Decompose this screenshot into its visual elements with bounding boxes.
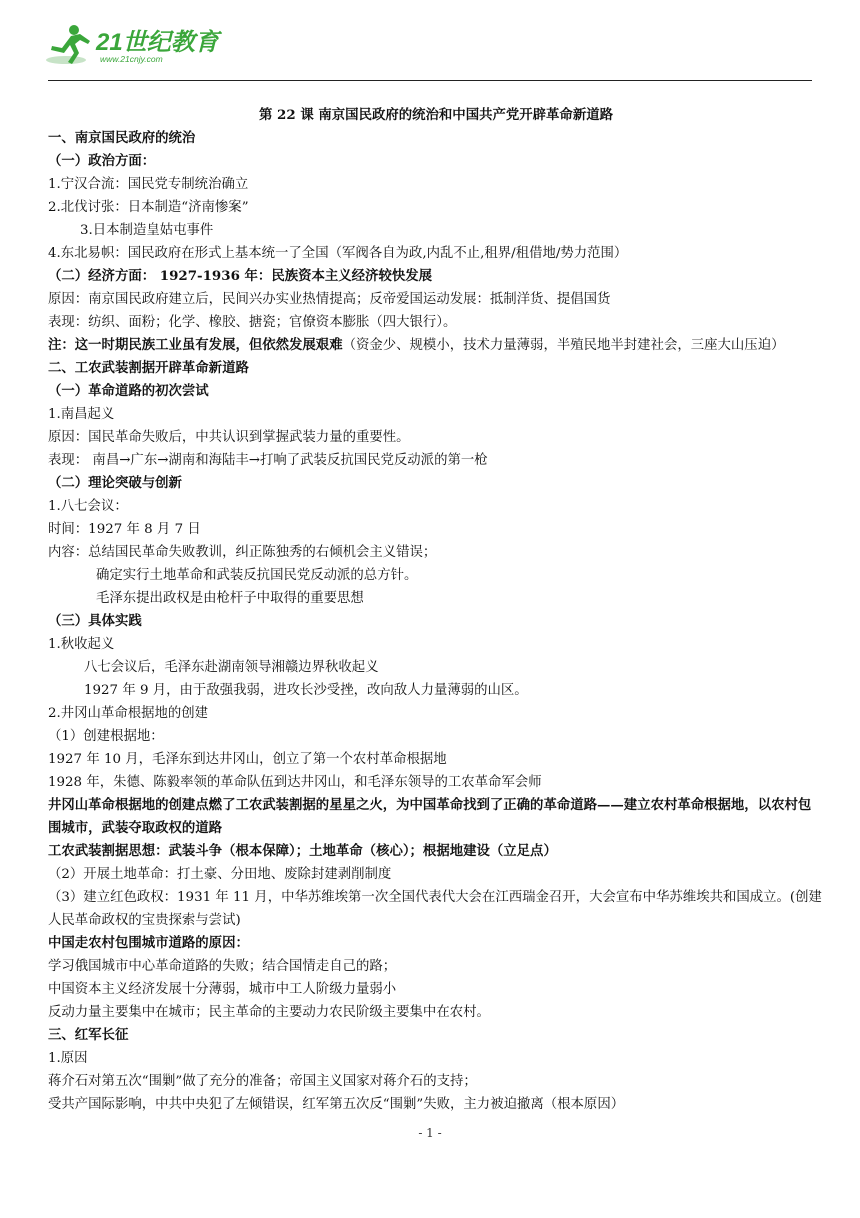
paragraph: 原因：国民革命失败后，中共认识到掌握武装力量的重要性。 [48,430,410,445]
emphasis-line: 工农武装割据思想：武装斗争（根本保障）；土地革命（核心）；根据地建设（立足点） [48,843,557,859]
paragraph: 反动力量主要集中在城市；民主革命的主要动力农民阶级主要集中在农村。 [48,1005,490,1020]
subsection-heading-2-2: （二）理论突破与创新 [48,475,182,491]
runner-icon [46,25,90,64]
paragraph: 1.南昌起义 [48,407,115,422]
paragraph: 1928 年，朱德、陈毅率领的革命队伍到达井冈山，和毛泽东领导的工农革命军会师 [48,775,542,790]
paragraph: 1.宁汉合流：国民党专制统治确立 [48,177,249,192]
subsection-heading-1-1: （一）政治方面： [48,153,156,169]
section-heading-2: 二、工农武装割据开辟革命新道路 [48,360,249,376]
header-rule [48,80,812,81]
subsection-heading-1-2: （二）经济方面： 1927-1936 年：民族资本主义经济较快发展 [48,268,433,284]
paragraph: （2）开展土地革命：打土豪、分田地、废除封建剥削制度 [48,867,392,882]
note-emphasis: 注：这一时期民族工业虽有发展，但依然发展艰难 [48,337,343,353]
subsection-heading-2-1: （一）革命道路的初次尝试 [48,383,209,399]
paragraph: 3.日本制造皇姑屯事件 [80,223,214,238]
paragraph: 学习俄国城市中心革命道路的失败；结合国情走自己的路； [48,959,397,974]
paragraph: 受共产国际影响，中共中央犯了左倾错误，红军第五次反“围剿”失败，主力被迫撤离（根本原因） [48,1097,625,1112]
paragraph: 1.八七会议： [48,499,128,514]
paragraph: 蒋介石对第五次“围剿”做了充分的准备；帝国主义国家对蒋介石的支持； [48,1074,477,1089]
note-detail: （资金少、规模小，技术力量薄弱，半殖民地半封建社会，三座大山压迫） [342,338,785,353]
paragraph: 1927 年 10 月，毛泽东到达井冈山，创立了第一个农村革命根据地 [48,752,447,767]
paragraph: 2.北伐讨张：日本制造“济南惨案” [48,200,249,215]
paragraph: 确定实行土地革命和武装反抗国民党反动派的总方针。 [96,568,418,583]
emphasis-paragraph: 井冈山革命根据地的创建点燃了工农武装割据的星星之火，为中国革命找到了正确的革命道路——建立农村革命根据地，以农村包围城市，武装夺取政权的道路 [48,797,812,836]
section-heading-3: 三、红军长征 [48,1027,129,1043]
paragraph: 中国资本主义经济发展十分薄弱，城市中工人阶级力量弱小 [48,982,397,997]
paragraph: 原因：南京国民政府建立后，民间兴办实业热情提高；反帝爱国运动发展：抵制洋货、提倡国货 [48,292,611,307]
logo-text: 21世纪教育 [96,29,219,56]
site-logo [44,22,284,68]
paragraph: 表现：纺织、面粉；化学、橡胶、搪瓷；官僚资本膨胀（四大银行）。 [48,315,457,330]
document-body [48,104,824,1116]
paragraph: （1）创建根据地： [48,729,164,744]
paragraph: 时间：1927 年 8 月 7 日 [48,522,201,537]
paragraph: 1927 年 9 月，由于敌强我弱，进攻长沙受挫，改向敌人力量薄弱的山区。 [84,683,528,698]
paragraph: 八七会议后，毛泽东赴湖南领导湘赣边界秋收起义 [84,660,379,675]
doc-title: 第 22 课 南京国民政府的统治和中国共产党开辟革命新道路 [259,107,613,123]
paragraph: 毛泽东提出政权是由枪杆子中取得的重要思想 [96,591,364,606]
paragraph: 表现： 南昌→广东→湖南和海陆丰→打响了武装反抗国民党反动派的第一枪 [48,453,488,468]
paragraph: 4.东北易帜：国民政府在形式上基本统一了全国（军阀各自为政,内乱不止,租界/租借地/势力范围） [48,246,628,261]
paragraph: 1.原因 [48,1051,88,1066]
paragraph: （3）建立红色政权：1931 年 11 月，中华苏维埃第一次全国代表代大会在江西瑞金召开，大会宣布中华苏维埃共和国成立。(创建人民革命政权的宝贵探索与尝试) [48,890,822,928]
paragraph: 内容：总结国民革命失败教训，纠正陈独秀的右倾机会主义错误； [48,545,437,560]
paragraph: 2.井冈山革命根据地的创建 [48,706,209,721]
emphasis-line: 中国走农村包围城市道路的原因： [48,935,249,951]
section-heading-1: 一、南京国民政府的统治 [48,130,196,146]
note-paragraph [48,334,824,357]
page-number: - 1 - [418,1126,442,1140]
logo-url: www.21cnjy.com [100,54,163,64]
subsection-heading-2-3: （三）具体实践 [48,613,142,629]
paragraph: 1.秋收起义 [48,637,115,652]
